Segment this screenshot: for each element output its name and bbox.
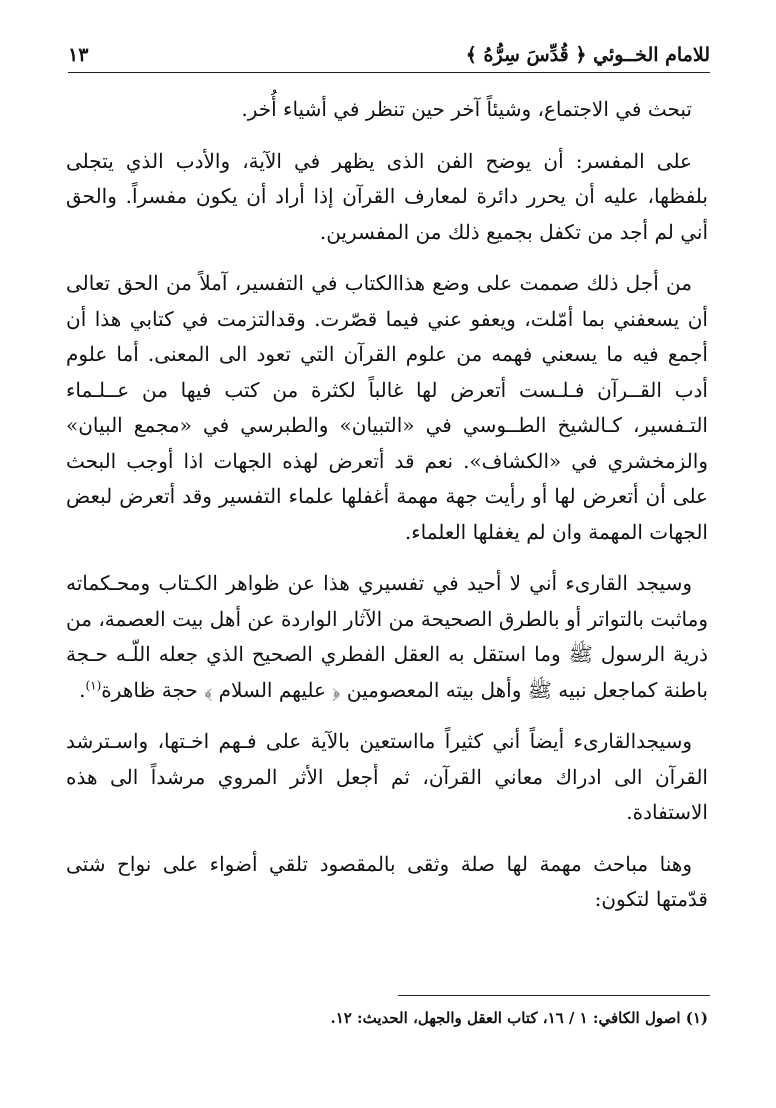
header-divider bbox=[68, 72, 710, 73]
page-number: ١٣ bbox=[68, 44, 89, 66]
page-header bbox=[68, 38, 710, 70]
running-title: للامام الخــوئي ﴿ قُدِّسَ سِرُّهُ ﴾ bbox=[465, 44, 710, 66]
footnote: (١) اصول الكافي: ١ / ١٦، كتاب العقل والجهل، الحديث: ١٢. bbox=[330, 1009, 708, 1027]
footnote-reference[interactable]: (١) bbox=[85, 677, 102, 692]
page-body bbox=[66, 92, 708, 934]
paragraph-text: وسيجد القارىء أني لا أحيد في تفسيري هذا عن ظواهر الكـتاب ومحـكماته وماثبت بالتواتر أو بالطرق الصحيحة من الآثار الواردة عن أهل بيت العصمة، من ذرية الرسول ﷺ وما استقل به العقل الفطري الصحيح الذي جعله اللّـه حـجة باطنة كماجعل نبيه ﷺ وأهل بيته المعصومين ﴿ عليهم السلام ﴾ حجة ظاهرة bbox=[66, 571, 708, 702]
footnote-divider bbox=[398, 995, 710, 996]
paragraph: وسيجدالقارىء أيضاً أني كثيراً مااستعين بالآية على فـهم اخـتها، واسـترشد القرآن الى ادراك معاني القرآن، ثم أجعل الأثر المروي مرشداً الى هذه الاستفادة. bbox=[66, 729, 708, 824]
paragraph: تبحث في الاجتماع، وشيئاً آخر حين تنظر في أشياء أُخر. bbox=[241, 97, 692, 121]
paragraph: على المفسر: أن يوضح الفن الذى يظهر في الآية، والأدب الذي يتجلى بلفظها، عليه أن يحرر دائرة لمعارف القرآن إذا أراد أن يكون مفسراً. والحق أني لم أجد من تكفل بجميع ذلك من المفسرين. bbox=[66, 148, 708, 244]
paragraph: وسيجد القارىء أني لا أحيد في تفسيري هذا عن ظواهر الكـتاب ومحـكماته وماثبت بالتواتر أو بالطرق الصحيحة من الآثار الواردة عن أهل بيت العصمة، من ذرية الرسول ﷺ وما استقل به العقل الفطري الصحيح الذي جعله اللّـه حـجة باطنة كماجعل نبيه ﷺ وأهل بيته المعصومين ﴿ عليهم السلام ﴾ حجة ظاهرة$^{(١)}$. bbox=[66, 571, 708, 702]
paragraph: وهنا مباحث مهمة لها صلة وثقى بالمقصود تلقي أضواء على نواح شتى قدّمتها لتكون: bbox=[66, 851, 708, 911]
paragraph: من أجل ذلك صممت على وضع هذاالكتاب في التفسير، آملاً من الحق تعالى أن يسعفني بما أمّلت، ويعفو عني فيما قصّرت. وقدالتزمت في كتابي هذا أن أجمع فيه ما يسعني فهمه من علوم القرآن التي تعود الى المعنى. أما علوم أدب القــرآن فـلـست أتعرض لها غالباً لكثرة من كتب فيها من عــلـماء التـفسير، كـالشيخ الطــوسي في «التبيان» والطبرسي في «مجمع البيان» والزمخشري في «الكشاف». نعم قد أتعرض لهذه الجهات اذا أوجب البحث على أن أتعرض لها أو رأيت جهة مهمة أغفلها علماء التفسير وقد أتعرض لبعض الجهات المهمة وان لم يغفلها العلماء. bbox=[66, 271, 708, 544]
